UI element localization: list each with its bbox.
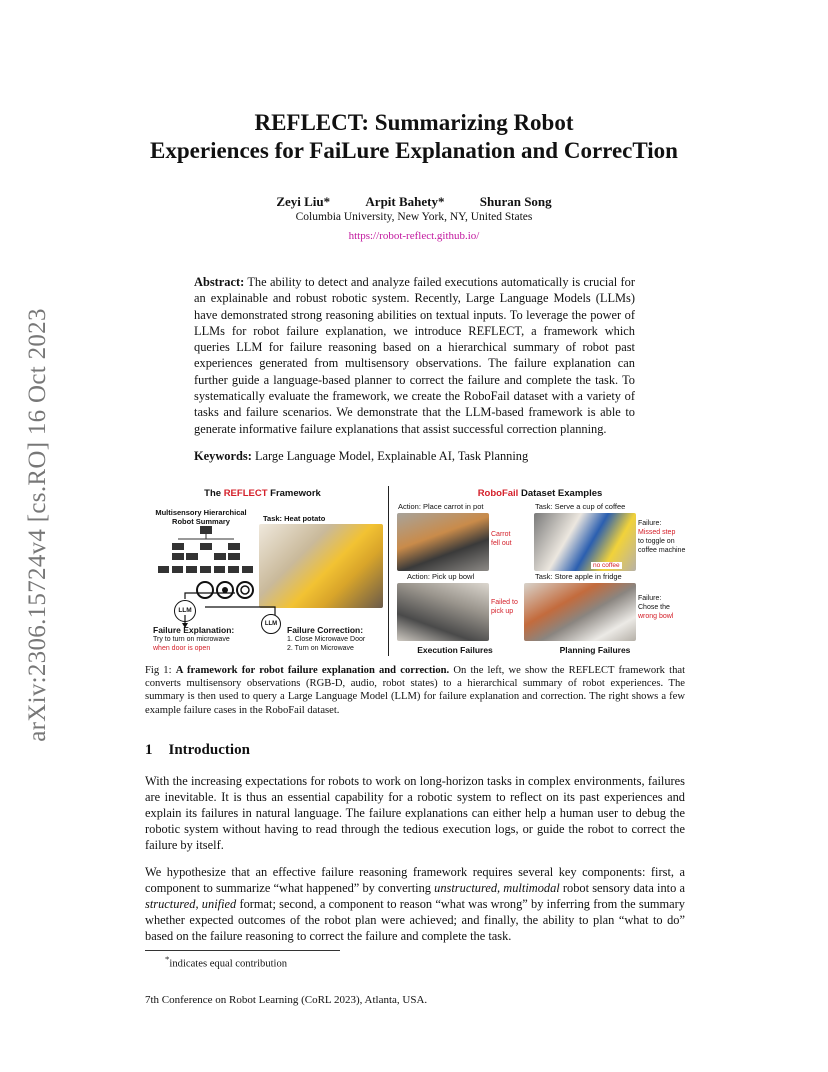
left-title-pre: The xyxy=(204,488,224,499)
failure-correction-line1: 1. Close Microwave Door xyxy=(287,636,366,643)
failure-explanation-line1: Try to turn on microwave xyxy=(153,636,230,643)
example3-photo-image xyxy=(397,583,489,641)
left-title-accent: REFLECT xyxy=(223,488,268,499)
para2-a: We hypothesize that an effective failure reasoning framework requires several key components: first, a component to summarize “what happened” by converting xyxy=(145,865,685,895)
example1-photo-image xyxy=(397,513,489,571)
example2-tag: no coffee xyxy=(593,562,620,569)
para2-c: format; second, a component to reason “what was wrong” by inferring from the summary whether expected outcomes of the robot plan were achieved; and finally, the ability to plan “what to do” based on the failure reasoning to correct the failure and complete the task. xyxy=(145,897,685,943)
footnote-rule xyxy=(145,950,340,951)
right-title-accent: RoboFail xyxy=(477,488,519,499)
llm-icon: LLM xyxy=(174,600,196,622)
llm-icon-2: LLM xyxy=(261,614,281,634)
caption-bold: A framework for robot failure explanation and correction. xyxy=(175,665,450,676)
example4-note-a: Failure: xyxy=(638,595,662,602)
figure-caption xyxy=(145,664,685,717)
example2-note xyxy=(638,519,686,555)
intro-paragraph-2 xyxy=(145,864,685,944)
example3-note: Failed to pick up xyxy=(491,599,518,615)
planning-failures-label: Planning Failures xyxy=(559,645,631,655)
example2-note-a: Failure: xyxy=(638,520,662,527)
figure-1 xyxy=(145,486,685,656)
caption-text: On the left, we show the REFLECT framework that converts multisensory observations (RGB-D, audio, robot states) to a hierarchical summary of robot experiences. The summary is then used to query a Large Language Model (LLM) for failure explanation and correction. The right shows a few example failure cases in the RoboFail dataset. xyxy=(145,665,686,716)
example4-note-c: wrong bowl xyxy=(638,613,674,620)
task-label: Task: Heat potato xyxy=(263,514,326,523)
failure-explanation-line2: when door is open xyxy=(153,645,211,652)
execution-failures-label: Execution Failures xyxy=(417,645,493,655)
author-list xyxy=(100,194,728,210)
footnote xyxy=(165,954,287,970)
intro-paragraph-1: With the increasing expectations for robots to work on long-horizon tasks in complex environments, failures are inevitable. It is thus an essential capability for a robotic system to reflect on its past experiences and explain its failures in natural language. The failure explanations can either help a human user to debug the robotic system without having to read through the tedious execution logs, or guide the robot to correct the failure by itself. xyxy=(145,774,685,852)
abstract-label: Abstract: xyxy=(194,275,245,289)
right-title-post: Dataset Examples xyxy=(518,488,603,499)
footnote-mark: * xyxy=(165,954,170,964)
footnote-text: indicates equal contribution xyxy=(169,958,288,970)
example2-label: Task: Serve a cup of coffee xyxy=(535,502,626,511)
affiliation: Columbia University, New York, NY, United States xyxy=(295,211,533,223)
figure-left-title xyxy=(145,488,380,499)
author-3: Shuran Song xyxy=(479,194,552,209)
example4-label: Task: Store apple in fridge xyxy=(535,572,622,581)
example1-label: Action: Place carrot in pot xyxy=(398,502,484,511)
example2-note-b: Missed step xyxy=(638,529,676,536)
failure-explanation-title: Failure Explanation: xyxy=(153,625,235,635)
section-title: Introduction xyxy=(168,742,250,758)
example3-label: Action: Pick up bowl xyxy=(407,572,475,581)
keywords-label: Keywords: xyxy=(194,449,252,463)
project-url-link[interactable]: https://robot-reflect.github.io/ xyxy=(348,230,480,242)
para2-b: robot sensory data into a xyxy=(559,881,685,895)
section-heading xyxy=(145,742,250,759)
figure-right-title xyxy=(395,488,685,499)
keywords xyxy=(194,449,635,464)
hier-summary-label: Multisensory Hierarchical Robot Summary xyxy=(155,508,247,526)
abstract xyxy=(194,274,635,437)
left-title-post: Framework xyxy=(267,488,321,499)
paper-title-line2: Experiences for FaiLure Explanation and CorrecTion xyxy=(150,138,678,163)
paper-title-line1: REFLECT: Summarizing Robot xyxy=(254,110,574,135)
example4-photo-image xyxy=(524,583,636,641)
failure-correction-line2: 2. Turn on Microwave xyxy=(287,645,354,652)
author-2: Arpit Bahety* xyxy=(365,194,445,209)
failure-correction-title: Failure Correction: xyxy=(287,625,364,635)
example4-note-b: Chose the xyxy=(638,604,670,611)
arxiv-id: arXiv:2306.15724v4 [cs.RO] 16 Oct 2023 xyxy=(24,308,51,742)
caption-label: Fig 1: xyxy=(145,665,172,676)
example1-note: Carrot fell out xyxy=(491,531,512,547)
abstract-text: The ability to detect and analyze failed executions automatically is crucial for an explainable and robust robotic system. Recently, Large Language Models (LLMs) have demonstrated strong reasoning abilities on textual inputs. To leverage the power of LLMs for robot failure explanation, we introduce REFLECT, a framework which queries LLM for failure reasoning based on a hierarchical summary of robot past experiences generated from multisensory observations. The failure explanation can further guide a language-based planner to correct the failure and complete the task. To systematically evaluate the framework, we create the RoboFail dataset with a variety of tasks and failure scenarios. We demonstrate that the LLM-based framework is able to generate informative failure explanations that assist successful correction planning. xyxy=(194,275,636,436)
para2-em1: unstructured, multimodal xyxy=(434,881,560,895)
figure-divider xyxy=(388,486,389,656)
example2-note-c: to toggle on coffee machine xyxy=(638,538,686,554)
conference-note: 7th Conference on Robot Learning (CoRL 2023), Atlanta, USA. xyxy=(145,994,428,1006)
keywords-text: Large Language Model, Explainable AI, Task Planning xyxy=(254,449,529,463)
para2-em2: structured, unified xyxy=(145,897,237,911)
section-number: 1 xyxy=(145,742,153,758)
example4-note xyxy=(638,594,686,621)
hierarchy-tree-icon xyxy=(155,526,255,581)
author-1: Zeyi Liu* xyxy=(276,194,331,209)
arxiv-sidebar-stamp xyxy=(0,0,64,1072)
